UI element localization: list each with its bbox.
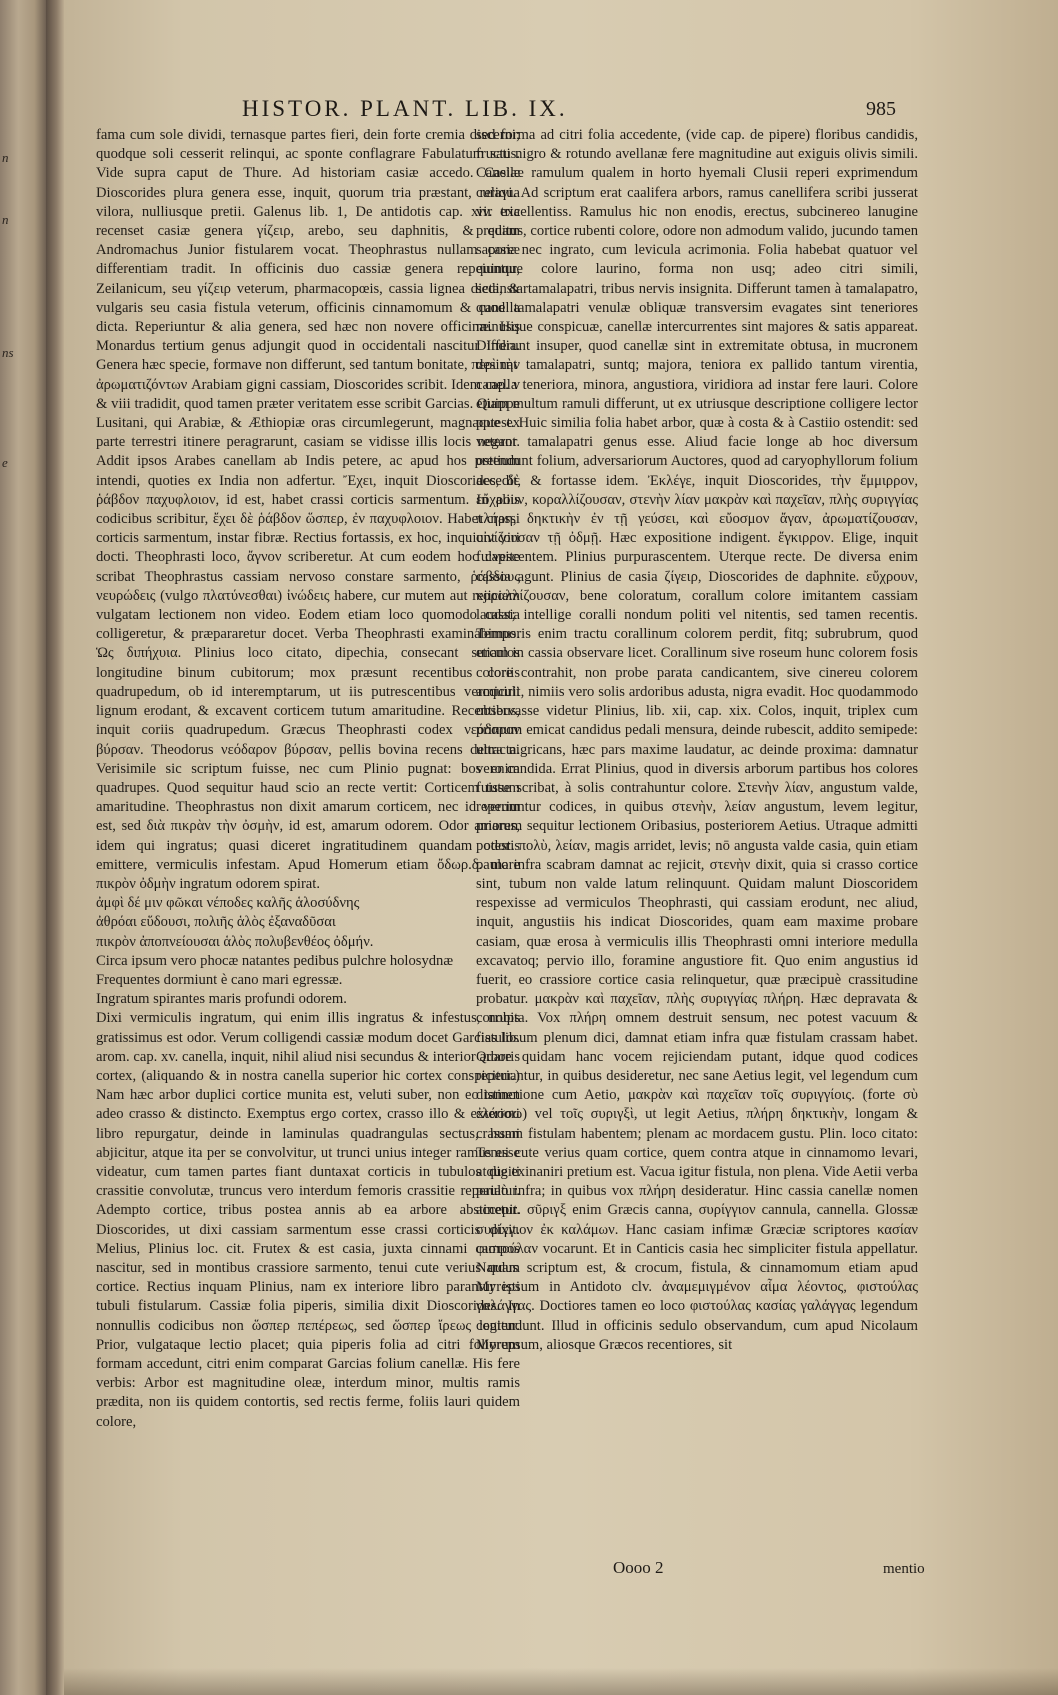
text-column-right (476, 126, 918, 1355)
running-head: HISTOR. PLANT. LIB. IX. (242, 96, 568, 121)
margin-fragment: ns (2, 345, 14, 360)
margin-fragment: n (2, 212, 9, 227)
page-bottom-shadow (64, 1668, 1058, 1695)
margin-fragment: e (2, 455, 8, 470)
margin-fragment: n (2, 150, 9, 165)
right-column-text: sed forma ad citri folia accedente, (vide cap. de pipere) floribus candidis, fructu nigro & rotundo avellanæ fere magnitudine aut exiguis olivis simili. Canellæ ramulum qualem in horto hyemali Clusii reperi exprimendum curavi. Ad scriptum erat caalifera arbors, ramus canellifera scribi jusserat vir excellentiss. Ramulus hic non enodis, erectus, subcinereo lanugine preditus, cortice rubenti colore, odore non admodum valido, jucundo tamen sapore nec ingrato, cum levicula acrimonia. Folia habebat quatuor vel quinque colore laurino, forma non usq; adeo citri simili, sedinstartamalapatri, tribus nervis insignita. Differunt tamen à tamalapatro, quod tamalapatri venulæ obliquæ transversim evagates sint teneriores minusque conspicuæ, canellæ intercurrentes sint majores & satis appareat. Differunt insuper, quod canellæ sint in extremitate obtusa, in mucronem desinat tamalapatri, suntq; majora, teniora ex pallido tantum virentia, canella teneriora, minora, angustiora, viridiora ad instar fere lauri. Colore etiam multum ramuli differunt, ut ex utriusque descriptione colligere lector potest. Huic similia folia habet arbor, quæ à costa & à Castiio ostendit: sed veteror tamalapatri genus esse. Aliud facie longe ab hoc diversum ostendunt folium, adversariorum Auctores, quod ad caryophyllorum folium accedit, & fortasse idem. Ἐκλέγε, inquit Dioscorides, τὴν ἔμμιρρον, εὔχρουν, κοραλλίζουσαν, στενὴν λίαν μακρὰν καὶ παχεῖαν, πλὴς συριγγίας πλήρη, δηκτικὴν ἐν τῇ γεύσει, καὶ εὔοσμον ἄγαν, ἀρωματίζουσαν, οἰνίζουσαν τῇ ὀδμῇ. Hæc expositione indigent. ἔγκιρρον. Elige, inquit fulvescentem. Plinius purpurascentem. Uterque recte. De diversa enim cassia agunt. Plinius de casia ζίγειρ, Dioscorides de daphnite. εὔχρουν, κοραλλίζουσαν, bene coloratum, corallum colore imitantem cassiam laudat; intellige coralli nondum politi vel nitentis, sed tamen recentis. Temporis enim tractu corallinum colorem perdit, fitq; subrubrum, quod etiam in cassia observare licet. Corallinum sive roseum hunc colorem fosis colore contrahit, non probe parata candicantem, sive cinereu colorem acquirit, nimiis vero solis ardoribus adusta, nigra evadit. Hoc quodammodo observasse videtur Plinius, lib. xii, cap. xix. Colos, inquit, triplex cum primum emicat candidus pedali mensura, deinde rubescit, addito semipede: ultra nigricans, hæc pars maxime laudatur, ac deinde proxima: damnatur vero candida. Errat Plinius, quod in diversis arborum partibus hos colores fuisse scribat, à solis contrahuntur colore. Στενὴν λίαν, angustum valde, reperiuntur codices, in quibus στενὴν, λείαν angustum, levem legitur, priorem sequitur lectionem Oribasius, posteriorem Aetius. Utraque admitti potest. πολὺ, λείαν, magis arridet, levis; nō angusta valde casia, quin etiam paulo infra scabram damnat ac rejicit, στενὴν dixit, quia si crasso cortice sint, tubum non valde latum relinquunt. Quidam malunt Dioscoridem respexisse ad vermiculos Theophrasti, qui cassiam erodunt, nec aliud, inquit, angustiis his indicat Dioscorides, quam eam maxime probare casiam, quæ erosa à vermiculis illis Theophrasti omni interiore medulla excavatoq; pervio illo, foramine angustiore fit. Quo enim angustius id fuerit, eo crassiore cortice casia relinquetur, quæ præcipuè crassitudine probatur. μακρὰν καὶ παχεῖαν, πλὴς συριγγίας πλήρη. Hæc depravata & corrupta. Vox πλήρη omnem destruit sensum, nec potest vacuum & fistulosum plenum dici, damnat etiam infra quæ fistulam crassam habet. Quare quidam hanc vocem rejiciendam putant, idque quod codices reperiantur, in quibus desideretur, nec sane Aetius legit, vel legendum cum distinctione cum Aetio, μακρὰν καὶ παχεῖαν τοῖς συριγγίοις. (forte σὺ ἐλάσσω) vel τοῖς συριγξὶ, ut legit Aetius, πλήρη δηκτικὴν, longam & crassam fistulam habentem; plenam ac mordacem gustu. Plin. loco citato: Tenui cute verius quam cortice, quem contra atque in cinnamomo levari, atque exinaniri pretium est. Vacua igitur fistula, non plena. Vide Aetii verba paulò infra; in quibus vox πλήρη desideratur. Hinc cassia canellæ nomen accepit. σῦριγξ enim Græcis canna, συρίγγιον cannula, cannella. Glossæ συρίγγιον ἐκ καλάμων. Hanc casiam infimæ Græciæ scriptores κασίαν φιστούλαν vocarunt. Et in Canticis casia hec simpliciter fistula appellatur. Nardus scriptum est, & crocum, fistula, & cinnamomum etiam apud Myrepsum in Antidoto clv. ἀναμεμιγμένον αἷμα λέοντος, φιστούλας γαλάγγας. Doctiores tamen eo loco φιστούλας κασίας γαλάγγας legendum contendunt. Illud in officinis sedulo observandum, cum apud Nicolaum Myrepsum, aliosque Græcos recentiores, sit (476, 127, 918, 1353)
left-column-text: fama cum sole dividi, ternasque partes fieri, dein forte cremia discerni; quodque soli cesserit relinqui, ac sponte conflagrare Fabulatum satis. Vide supra caput de Thure. Ad historiam casiæ accedo. Casiæ Dioscorides plura genera esse, inquit, quorum tria præstant, reliqua vilora, nulliusque pretii. Galenus lib. 1, De antidotis cap. xiv. tria recenset casiæ genera γίζειρ, arebo, seu daphnitis, & quam Andromachus Junior fistularem vocat. Theophrastus nullam casiæ differentiam tradit. In officinis duo cassiæ genera repeiuntur, Zeilanicum, seu γίζειρ veterum, pharmacopœis, cassia lignea dicta, & vulgaris seu casia fistula veterum, officinis cinnamomum & canella dicta. Reperiuntur & alia genera, sed hæc non novere officinæ. His Monardus tertium genus adjungit quod in occidentali nascitur India. Genera hæc specie, formave non differunt, sed tantum bonitate, περὶ τὴν ἀρωματιζόντων Arabiam gigni cassiam, Dioscorides scribit. Idem cap. v & viii tradidit, quod tamen præter veritatem esse scribit Garcias. Quippe Lusitani, qui Arabiæ, & Æthiopiæ oras circumlegerunt, magnaque ex parte terrestri itinere peragrarunt, casiam se vidisse illis locis negant. Addit ipsos Arabes canellam ab Indis petere, ac apud hos pretium intendi, quoties ex India non adfertur. Ἔχει, inquit Dioscorides, δὲ ῥάβδον παχυφλοιον, id est, habet crassi corticis sarmentum. In aliis codicibus scribitur, ἔχει δὲ ῥάβδον ὥσπερ, ἐν παχυφλοιον. Habet crassi corticis sarmentum, instar fibræ. Rectius fortassis, ex hoc, inquiunt viri docti. Theophrasti loco, ἄγνον scriberetur. At cum eodem hoc capite scribat Theophrastus cassiam nervoso constare sarmento, ῥάβδους νευρώδεις (vulgo πλατύνεσθαι) ἰνώδεις habere, cur mutem aut rejiciam vulgatam lectionem non video. Eodem etiam loco quomodo cassia colligeretur, & præpararetur docet. Verba Theophrasti examinabimus. Ὡς διπήχυια. Plinius loco citato, dipechia, consecant surculos longitudine binum cubitorum; mox præsunt recentibus coriis quadrupedum, ob id interemptarum, ut iis putrescentibus vermiculi lignum erodant, & excavent corticem tutum amaritudine. Recentibus, inquit coriis quadrupedum. Græcus Theophrasti codex νεόδαρον βύρσαν. Theodorus νεόδαρον βύρσαν, pellis bovina recens detracta. Verisimile sic scriptum fuisse, nec cum Plinio pugnat: bos enim quadrupes. Quod sequitur haud scio an recte vertit: Corticem tutum amaritudine. Theophrastus non dixit amarum corticem, nec id verum est, sed διὰ πικρὰν τὴν ὀσμὴν, id est, amarum odorem. Odor amarus, idem qui ingratus; quasi diceret ingratitudinem quandam odoris emittere, vermiculis infestam. Apud Homerum etiam ὄδωρ.δ. mare πικρὸν ὀδμὴν ingratum odorem spirat. ἀμφὶ δέ μιν φῶκαι νέποδες καλῆς ἁλοσύδνης ἀθρόαι εὕδουσι, πολιῆς ἁλὸς ἐξαναδῦσαι πικρὸν ἀποπνείουσαι ἁλὸς πολυβενθέος ὀδμήν. Circa ipsum vero phocæ natantes pedibus pulchre holosydnæ Frequentes dormiunt è cano mari egressæ. Ingratum spirantes maris profundi odorem. Dixi vermiculis ingratum, qui enim illis ingratus & infestus, nobis gratissimus est odor. Verum colligendi cassiæ modum docet Garcias lib. arom. cap. xv. canella, inquit, nihil aliud nisi secundus & interior arboris cortex, (aliquando & in nostra canella superior hic cortex conspicitur.) Nam hæc arbor duplici cortice munita est, veluti suber, non eo tamen adeo crasso & distincto. Exemptus ergo cortex, crasso illo & exteriori libro repurgatur, deinde in laminulas quadrangulas sectus, humi abjicitur, atque ita per se convolvitur, ut trunci unius integer ramus esse videatur, cum tamen partes fiant duntaxat corticis in tubulos digiti crassitie convolutæ, truncus vero interdum femoris crassitie reperiatur. Adempto cortice, tribus postea annis ab ea arbore abstinetur. Dioscorides, ut dixi cassiam sarmentum esse crassi corticis dixit. Melius, Plinius loc. cit. Frutex & est casia, juxta cinnami campos nascitur, sed in montibus crassiore sarmento, tenui cute verius quam cortice. Rectius inquam Plinius, nam ex interiore libro parantur isti tubuli fistularum. Cassiæ folia piperis, similia dixit Dioscorides. In nonnullis codicibus non ὥσπερ πεπέρεως, sed ὥσπερ ἴρεως legitur. Prior, vulgataque lectio placet; quia piperis folia ad citri foliorum formam accedunt, citri enim comparat Garcias folium canellæ. His fere verbis: Arbor est magnitudine oleæ, interdum minor, multis ramis prædita, non iis quidem contortis, sed rectis ferme, foliis lauri quidem colore, (96, 127, 520, 1430)
signature-mark: Oooo 2 (613, 1558, 664, 1577)
page-number: 985 (866, 98, 896, 120)
book-gutter (46, 0, 64, 1695)
text-column-left (96, 126, 520, 1432)
left-page-edge (0, 0, 48, 1695)
catchword: mentio (883, 1561, 925, 1577)
